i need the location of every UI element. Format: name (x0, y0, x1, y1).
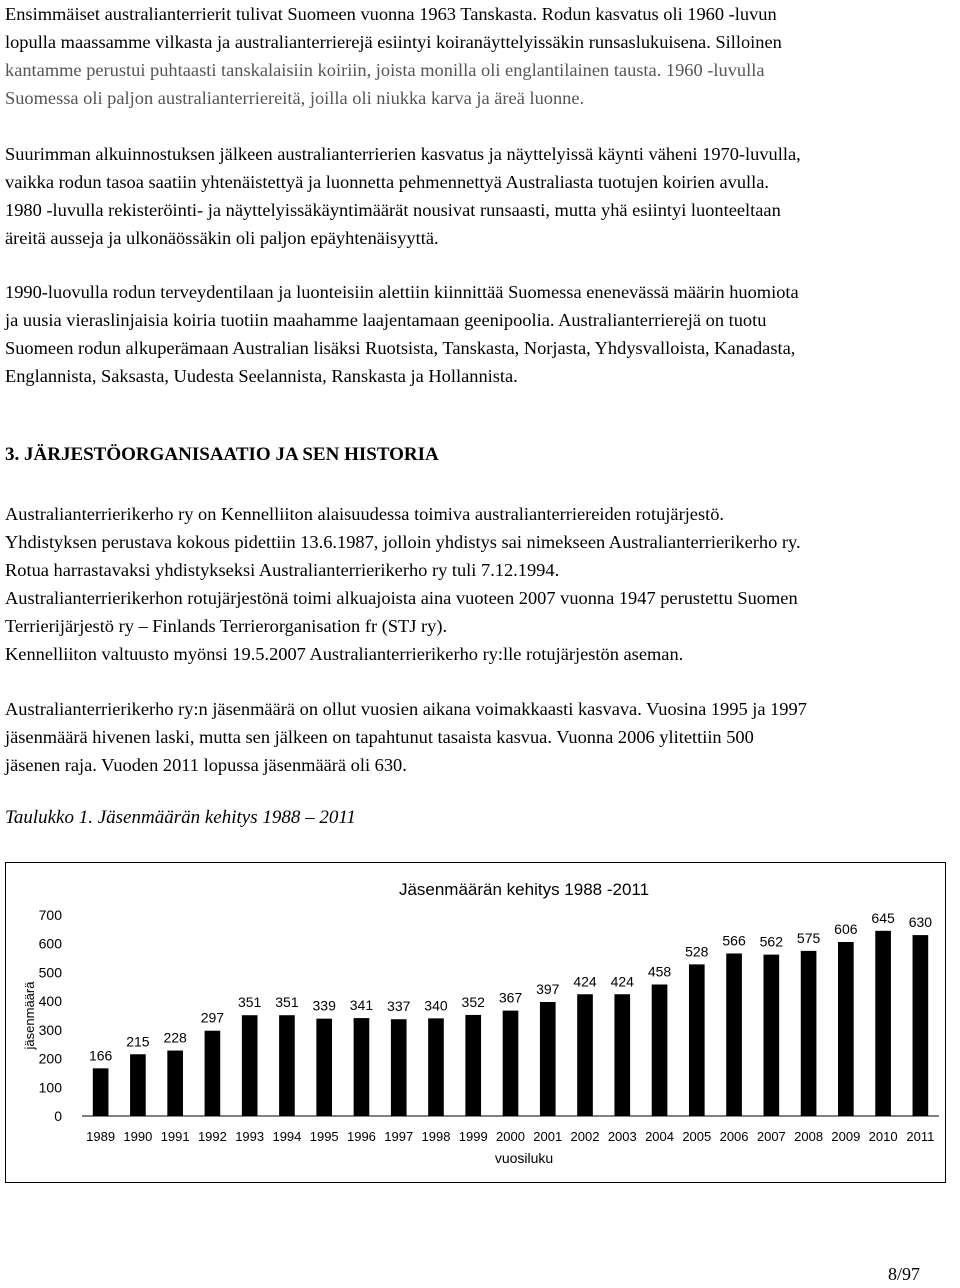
x-tick-label: 1990 (123, 1129, 153, 1144)
p4-line: Yhdistyksen perustava kokous pidettiin 13.6.1987, jolloin yhdistys sai nimekseen Australianterrierikerho ry. (5, 532, 801, 552)
y-tick-label: 0 (54, 1108, 62, 1124)
x-axis-label: vuosiluku (494, 1150, 554, 1166)
chart-title: Jäsenmäärän kehitys 1988 -2011 (398, 880, 650, 899)
bar-value-label: 351 (237, 994, 262, 1011)
x-tick-label: 2003 (607, 1129, 637, 1144)
bar-value-label: 630 (908, 914, 933, 931)
x-tick-label: 1993 (235, 1129, 265, 1144)
bar (614, 994, 630, 1116)
bar (577, 994, 593, 1116)
x-axis-ticks (86, 1129, 934, 1144)
x-tick-label: 2002 (570, 1129, 600, 1144)
x-tick-label: 1995 (309, 1129, 339, 1144)
bar (279, 1015, 295, 1116)
y-tick-label: 600 (38, 935, 62, 952)
p3-line: Englannista, Saksasta, Uudesta Seelannista, Ranskasta ja Hollannista. (5, 366, 518, 386)
bar-value-label: 337 (387, 998, 411, 1015)
bar (875, 931, 891, 1116)
bar-value-label: 340 (424, 997, 448, 1014)
paragraph-history-1 (5, 0, 945, 112)
p1-line: lopulla maassamme vilkasta ja australianterrierejä esiintyi koiranäyttelyissäkin runsaslukuisena. Silloinen (5, 32, 782, 52)
x-tick-label: 1992 (197, 1129, 227, 1144)
y-axis-ticks (39, 907, 63, 1124)
bar (354, 1018, 370, 1116)
bar (764, 955, 780, 1116)
x-tick-label: 2010 (868, 1129, 898, 1144)
bar (540, 1002, 556, 1116)
x-tick-label: 1999 (458, 1129, 488, 1144)
p1-line: Ensimmäiset australianterrierit tulivat Suomeen vuonna 1963 Tanskasta. Rodun kasvatus oli 1960 -luvun (5, 4, 777, 24)
bar (242, 1015, 258, 1116)
bar-value-label: 166 (88, 1047, 113, 1064)
p5-line: jäsenmäärä hivenen laski, mutta sen jälkeen on tapahtunut tasaista kasvua. Vuonna 2006 ylitettiin 500 (5, 727, 754, 747)
y-tick-label: 500 (38, 964, 62, 981)
x-tick-label: 1997 (384, 1129, 414, 1144)
bar-value-label: 341 (349, 997, 374, 1014)
bar (391, 1019, 407, 1116)
paragraph-history-2 (5, 140, 945, 252)
p2-line: vaikka rodun tasoa saatiin yhtenäistettyä ja luonnetta pehmennettyä Australiasta tuotujen koirien avulla. (5, 172, 770, 192)
p3-line: ja uusia vieraslinjaisia koiria tuotiin maahamme laajentamaan geenipoolia. Australianterrierejä on tuotu (5, 310, 767, 330)
p2-line: Suurimman alkuinnostuksen jälkeen australianterrierien kasvatus ja näyttelyissä käynti väheni 1970-luvulla, (5, 144, 801, 164)
bar-value-label: 528 (685, 943, 709, 960)
bar-value-label: 458 (647, 963, 672, 980)
bar (465, 1015, 481, 1116)
bar-value-label: 424 (573, 973, 597, 990)
bar-value-label: 566 (722, 932, 746, 949)
bar-value-label: 297 (200, 1009, 225, 1026)
y-axis-label: jäsenmäärä (22, 981, 37, 1050)
bar (130, 1054, 146, 1116)
p5-line: jäsenen raja. Vuoden 2011 lopussa jäsenmäärä oli 630. (5, 755, 407, 775)
paragraph-organisation (5, 500, 945, 668)
bar-value-label: 228 (163, 1029, 187, 1046)
p5-line: Australianterrierikerho ry:n jäsenmäärä on ollut vuosien aikana voimakkaasti kasvava. Vuosina 1995 ja 1997 (5, 699, 807, 719)
chart-canvas (6, 863, 945, 1182)
bar (316, 1019, 332, 1116)
bar-value-label: 397 (536, 981, 560, 998)
bar (689, 964, 705, 1116)
bar-value-label: 645 (871, 909, 895, 926)
bar (913, 935, 929, 1116)
x-tick-label: 2000 (496, 1129, 525, 1144)
p4-line: Terrierijärjestö ry – Finlands Terrierorganisation fr (STJ ry). (5, 616, 448, 636)
p1-line: kantamme perustui puhtaasti tanskalaisiin koiriin, joista monilla oli englantilainen tausta. 1960 -luvulla (5, 60, 765, 80)
y-tick-label: 700 (38, 907, 62, 923)
bar (93, 1068, 109, 1116)
x-tick-label: 2004 (645, 1129, 675, 1144)
p2-line: 1980 -luvulla rekisteröinti- ja näyttelyissäkäyntimäärät nousivat runsaasti, mutta yhä esiintyi luonteeltaan (5, 200, 781, 220)
table-caption: Taulukko 1. Jäsenmäärän kehitys 1988 – 2011 (5, 807, 356, 828)
x-tick-label: 2007 (756, 1129, 786, 1144)
bar-value-label: 367 (498, 989, 523, 1006)
bar-value-label: 575 (796, 929, 821, 946)
bar-value-label: 215 (126, 1033, 150, 1050)
page-number: 8/97 (888, 1264, 921, 1284)
y-tick-label: 100 (38, 1079, 62, 1096)
x-tick-label: 2005 (682, 1129, 712, 1144)
bar-value-label: 424 (610, 973, 634, 990)
bar-value-label: 352 (461, 993, 485, 1010)
p4-line: Australianterrierikerhon rotujärjestönä toimi alkuajoista aina vuoteen 2007 vuonna 1947 perustettu Suomen (5, 588, 798, 608)
bar (801, 951, 817, 1116)
bar (838, 942, 854, 1116)
bar (205, 1031, 221, 1116)
bars-group (89, 910, 932, 1116)
bar-value-label: 351 (275, 994, 299, 1011)
x-tick-label: 1991 (160, 1129, 190, 1144)
bar (428, 1018, 444, 1116)
bar (726, 953, 742, 1116)
p2-line: äreitä ausseja ja ulkonäössäkin oli paljon epäyhtenäisyyttä. (5, 228, 439, 248)
p4-line: Australianterrierikerho ry on Kennelliiton alaisuudessa toimiva australianterriereiden rotujärjestö. (5, 504, 725, 524)
x-tick-label: 2009 (831, 1129, 861, 1144)
bar (167, 1051, 183, 1116)
x-tick-label: 1994 (272, 1129, 302, 1144)
paragraph-membership (5, 695, 945, 779)
p3-line: Suomeen rodun alkuperämaan Australian lisäksi Ruotsista, Tanskasta, Norjasta, Yhdysvalloista, Kanadasta, (5, 338, 796, 358)
p3-line: 1990-luovulla rodun terveydentilaan ja luonteisiin alettiin kiinnittää Suomessa enenevässä määrin huomiota (5, 282, 799, 302)
x-tick-label: 2008 (794, 1129, 824, 1144)
x-tick-label: 2006 (719, 1129, 749, 1144)
x-tick-label: 2001 (533, 1129, 563, 1144)
x-tick-label: 2011 (906, 1129, 935, 1144)
bar (503, 1011, 519, 1116)
x-tick-label: 1998 (421, 1129, 451, 1144)
bar-value-label: 606 (834, 920, 858, 937)
y-tick-label: 300 (38, 1021, 62, 1038)
paragraph-history-3 (5, 278, 945, 390)
p1-line: Suomessa oli paljon australianterriereitä, joilla oli niukka karva ja äreä luonne. (5, 88, 585, 108)
p4-line: Rotua harrastavaksi yhdistykseksi Australianterrierikerho ry tuli 7.12.1994. (5, 560, 560, 580)
p4-line: Kennelliiton valtuusto myönsi 19.5.2007 Australianterrierikerho ry:lle rotujärjestön aseman. (5, 644, 684, 664)
bar (652, 984, 668, 1116)
bar-value-label: 562 (759, 933, 784, 950)
section-title: 3. JÄRJESTÖORGANISAATIO JA SEN HISTORIA (5, 444, 439, 465)
y-tick-label: 200 (38, 1050, 62, 1067)
y-tick-label: 400 (38, 993, 62, 1010)
x-tick-label: 1989 (86, 1129, 116, 1144)
bar-value-label: 339 (312, 997, 336, 1014)
membership-chart (5, 862, 946, 1183)
x-tick-label: 1996 (346, 1129, 376, 1144)
